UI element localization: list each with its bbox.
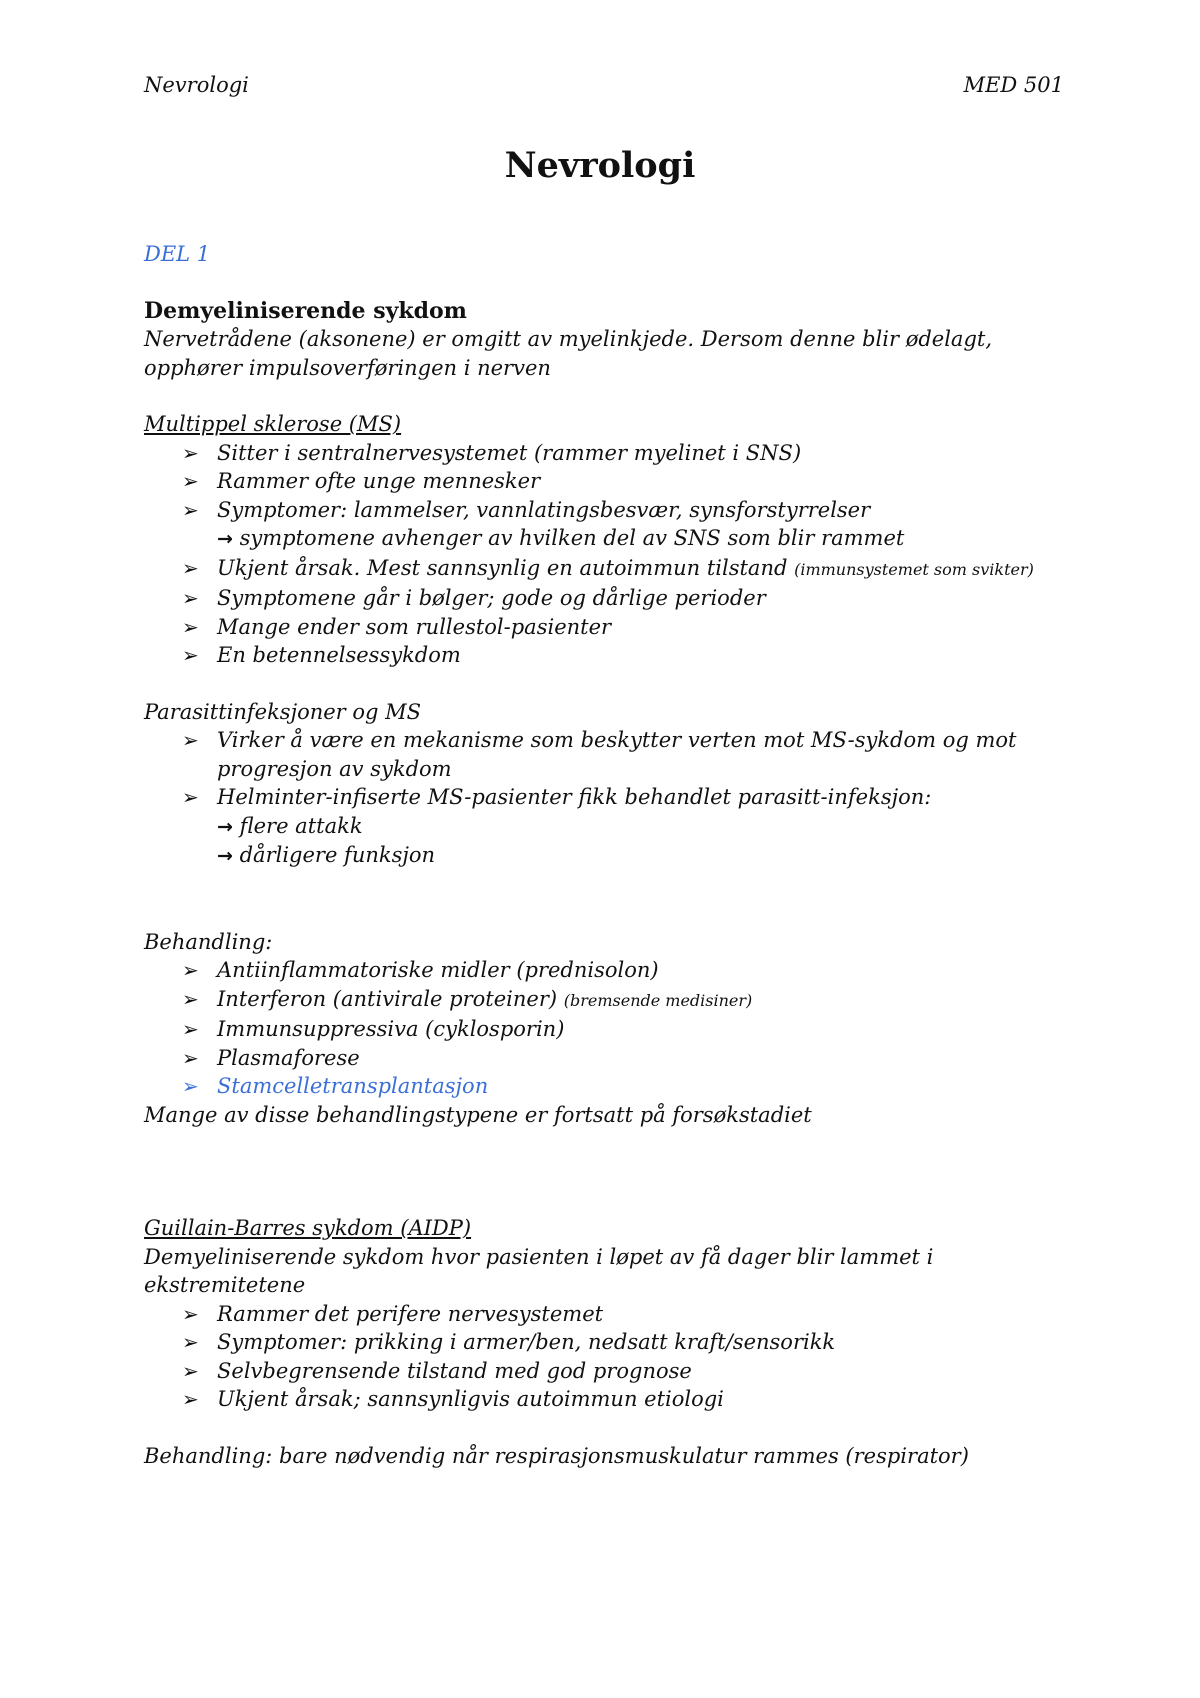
treatment-heading: Behandling: <box>144 929 273 954</box>
list-item: ➢ Ukjent årsak. Mest sannsynlig en autoimmun tilstand (immunsystemet som svikter) <box>144 554 1064 585</box>
section-heading-demyelin: Demyeliniserende sykdom <box>144 297 467 324</box>
treatment-list <box>144 956 1064 1101</box>
demyelin-text: Nervetrådene (aksonene) er omgitt av myelinkjede. Dersom denne blir ødelagt, opphører impulsoverføringen i nerven <box>144 327 993 380</box>
gbs-list <box>144 1300 1064 1414</box>
header-right: MED 501 <box>963 73 1064 97</box>
arrowhead-bullet-icon: ➢ <box>182 958 199 982</box>
list-item: ➢ Helminter-infiserte MS-pasienter fikk behandlet parasitt-infeksjon: → flere attakk → dårligere funksjon <box>144 783 1064 871</box>
list-item: ➢ Rammer ofte unge mennesker <box>144 467 1064 496</box>
arrowhead-bullet-icon: ➢ <box>182 643 199 667</box>
arrowhead-bullet-icon: ➢ <box>182 1017 199 1041</box>
arrowhead-bullet-icon: ➢ <box>182 614 199 639</box>
list-item: ➢ En betennelsessykdom <box>144 641 1064 670</box>
list-item: ➢ Rammer det perifere nervesystemet <box>144 1300 1064 1329</box>
list-item: ➢ Symptomer: prikking i armer/ben, nedsatt kraft/sensorikk <box>144 1328 1064 1357</box>
arrowhead-bullet-icon: ➢ <box>182 497 199 522</box>
arrowhead-bullet-icon: ➢ <box>182 555 199 580</box>
list-item: ➢ Sitter i sentralnervesystemet (rammer myelinet i SNS) <box>144 439 1064 468</box>
arrowhead-bullet-icon: ➢ <box>182 1045 199 1070</box>
part-label: DEL 1 <box>144 242 211 266</box>
treatment-note: Mange av disse behandlingstypene er fortsatt på forsøkstadiet <box>144 1102 812 1127</box>
gbs-heading: Guillain-Barres sykdom (AIDP) <box>144 1216 472 1240</box>
document-body <box>144 240 1064 1470</box>
list-item: ➢ Plasmaforese <box>144 1044 1064 1073</box>
parasite-list <box>144 726 1064 871</box>
list-item: ➢ Immunsuppressiva (cyklosporin) <box>144 1015 1064 1044</box>
list-item: ➢ Ukjent årsak; sannsynligvis autoimmun etiologi <box>144 1385 1064 1414</box>
arrowhead-bullet-icon: ➢ <box>182 586 199 610</box>
page-title: Nevrologi <box>504 145 696 186</box>
right-arrow-icon: → <box>217 528 233 550</box>
list-subitem: → dårligere funksjon <box>217 843 436 867</box>
arrowhead-bullet-icon: ➢ <box>182 1387 199 1411</box>
right-arrow-icon: → <box>217 845 233 867</box>
arrowhead-bullet-icon: ➢ <box>182 1358 199 1383</box>
right-arrow-icon: → <box>217 815 233 838</box>
arrowhead-bullet-icon: ➢ <box>182 785 199 809</box>
list-item: ➢ Mange ender som rullestol-pasienter <box>144 613 1064 642</box>
list-item: ➢ Stamcelletransplantasjon <box>144 1072 1064 1101</box>
arrowhead-bullet-icon: ➢ <box>182 986 199 1011</box>
arrowhead-bullet-icon: ➢ <box>182 1301 199 1326</box>
list-item: ➢ Virker å være en mekanisme som beskytter verten mot MS-sykdom og mot progresjon av sykdom <box>182 728 1017 781</box>
arrowhead-bullet-icon: ➢ <box>182 728 199 752</box>
list-subitem: → symptomene avhenger av hvilken del av SNS som blir rammet <box>217 526 905 550</box>
list-item: ➢ Symptomer: lammelser, vannlatingsbesvær, synsforstyrrelser → symptomene avhenger av hvilken del av SNS som blir rammet <box>144 496 1064 554</box>
arrowhead-bullet-icon: ➢ <box>182 1330 199 1354</box>
list-subitem: → flere attakk <box>217 813 363 838</box>
list-item: ➢ Symptomene går i bølger; gode og dårlige perioder <box>144 584 1064 613</box>
arrowhead-bullet-icon: ➢ <box>182 440 199 465</box>
ms-list <box>144 439 1064 670</box>
list-item: ➢ Interferon (antivirale proteiner) (bremsende medisiner) <box>144 985 1064 1016</box>
parasite-heading: Parasittinfeksjoner og MS <box>144 699 422 724</box>
list-item: ➢ Selvbegrensende tilstand med god prognose <box>144 1357 1064 1386</box>
list-item: ➢ Antiinflammatoriske midler (prednisolon) <box>144 956 1064 985</box>
arrowhead-bullet-icon: ➢ <box>182 1074 199 1098</box>
gbs-treatment: Behandling: bare nødvendig når respirasjonsmuskulatur rammes (respirator) <box>144 1443 969 1468</box>
arrowhead-bullet-icon: ➢ <box>182 469 199 493</box>
gbs-text: Demyeliniserende sykdom hvor pasienten i løpet av få dager blir lammet i ekstremitetene <box>144 1244 934 1297</box>
ms-heading: Multippel sklerose (MS) <box>144 412 402 436</box>
header-left: Nevrologi <box>144 73 249 97</box>
